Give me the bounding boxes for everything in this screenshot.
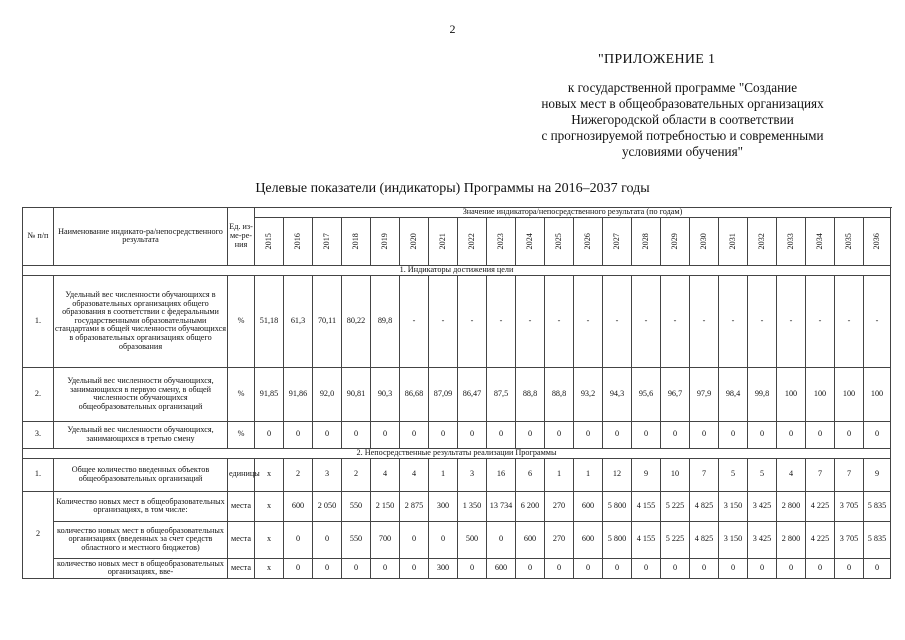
value-cell: - [487,275,516,367]
value-cell: 0 [516,558,545,578]
value-cell: 0 [284,521,313,558]
year-label: 2021 [437,232,447,250]
value-cell: 5 [748,458,777,491]
value-cell: 98,4 [719,367,748,421]
value-cell: 0 [835,558,864,578]
table-title: Целевые показатели (индикаторы) Программы на 2016–2037 годы [255,181,650,196]
table-row [23,558,891,578]
year-header [400,217,429,265]
appendix-line: условиями обучения" [621,144,744,159]
year-label: 2035 [843,232,853,250]
header-values-group: Значение индикатора/непосредственного результата (по годам) [255,208,891,218]
appendix-line: с прогнозируемой потребностью и современными [541,128,824,143]
value-cell: 4 [777,458,806,491]
value-cell: 2 875 [400,491,429,521]
value-cell: 0 [400,558,429,578]
year-header [835,217,864,265]
value-cell: 0 [400,521,429,558]
value-cell: - [632,275,661,367]
value-cell: 0 [661,421,690,448]
year-header [806,217,835,265]
value-cell: 4 825 [690,521,719,558]
value-cell: 0 [255,421,284,448]
unit: единицы [228,458,255,491]
value-cell: 0 [574,558,603,578]
year-header [371,217,400,265]
value-cell: 99,8 [748,367,777,421]
year-label: 2022 [466,232,476,250]
value-cell: 0 [429,421,458,448]
value-cell: 0 [458,558,487,578]
year-header [342,217,371,265]
year-label: 2028 [640,232,650,250]
value-cell: 89,8 [371,275,400,367]
value-cell: 2 150 [371,491,400,521]
value-cell: 0 [487,521,516,558]
value-cell: 0 [690,558,719,578]
value-cell: 6 [516,458,545,491]
value-cell: 5 800 [603,521,632,558]
value-cell: 0 [284,421,313,448]
value-cell: 550 [342,521,371,558]
value-cell: 1 [429,458,458,491]
value-cell: 5 225 [661,521,690,558]
value-cell: 0 [835,421,864,448]
value-cell: - [545,275,574,367]
value-cell: 0 [284,558,313,578]
year-label: 2019 [379,232,389,250]
value-cell: 0 [342,558,371,578]
value-cell: 4 825 [690,491,719,521]
value-cell: 0 [632,421,661,448]
unit: % [228,275,255,367]
value-cell: 0 [313,521,342,558]
value-cell: 4 [400,458,429,491]
year-header [284,217,313,265]
value-cell: 600 [516,521,545,558]
year-label: 2026 [582,232,592,250]
value-cell: 90,81 [342,367,371,421]
value-cell: 600 [574,491,603,521]
value-cell: 88,8 [516,367,545,421]
value-cell: 88,8 [545,367,574,421]
value-cell: 7 [806,458,835,491]
unit: места [228,521,255,558]
year-label: 2032 [756,232,766,250]
value-cell: 3 150 [719,491,748,521]
value-cell: 0 [719,421,748,448]
value-cell: 300 [429,558,458,578]
year-label: 2017 [321,232,331,250]
year-header [777,217,806,265]
value-cell: 3 [313,458,342,491]
value-cell: х [255,558,284,578]
value-cell: 80,22 [342,275,371,367]
value-cell: 91,86 [284,367,313,421]
year-label: 2018 [350,232,360,250]
section-header: 1. Индикаторы достижения цели [23,265,891,275]
value-cell: 0 [342,421,371,448]
value-cell: 2 050 [313,491,342,521]
value-cell: - [458,275,487,367]
value-cell: - [603,275,632,367]
row-number: 2 [23,491,54,578]
value-cell: 500 [458,521,487,558]
value-cell: 93,2 [574,367,603,421]
value-cell: 16 [487,458,516,491]
year-header [864,217,891,265]
value-cell: 10 [661,458,690,491]
table-row [23,491,891,521]
value-cell: - [429,275,458,367]
year-header [661,217,690,265]
year-header [748,217,777,265]
row-number: 1. [23,458,54,491]
table-row [23,421,891,448]
table-body [23,265,891,578]
table-row [23,521,891,558]
indicator-name: Удельный вес численности обучающихся, занимающихся в первую смену, в общей численности обучающихся общеобразовательных организаций [54,367,228,421]
value-cell: 3 [458,458,487,491]
value-cell: 3 425 [748,521,777,558]
section-header: 2. Непосредственные результаты реализации Программы [23,448,891,458]
value-cell: 5 800 [603,491,632,521]
value-cell: 0 [545,421,574,448]
value-cell: 700 [371,521,400,558]
value-cell: 0 [864,421,891,448]
value-cell: 2 800 [777,491,806,521]
value-cell: - [661,275,690,367]
value-cell: - [690,275,719,367]
value-cell: 600 [284,491,313,521]
value-cell: 6 200 [516,491,545,521]
indicators-table [22,207,891,579]
value-cell: - [835,275,864,367]
appendix-text [490,80,875,160]
indicator-name: Общее количество введенных объектов общеобразовательных организаций [54,458,228,491]
value-cell: 270 [545,491,574,521]
header-unit: Ед. из-ме-ре-ния [228,208,255,266]
table-row [23,275,891,367]
value-cell: 0 [429,521,458,558]
year-label: 2034 [814,232,824,250]
value-cell: 2 [342,458,371,491]
value-cell: 7 [690,458,719,491]
value-cell: 7 [835,458,864,491]
value-cell: 100 [835,367,864,421]
value-cell: 97,9 [690,367,719,421]
value-cell: 12 [603,458,632,491]
year-label: 2031 [727,232,737,250]
value-cell: 0 [748,558,777,578]
value-cell: 0 [574,421,603,448]
value-cell: 0 [632,558,661,578]
year-label: 2030 [698,232,708,250]
value-cell: х [255,521,284,558]
value-cell: 0 [777,421,806,448]
appendix-line: новых мест в общеобразовательных организациях [541,96,824,111]
row-number: 3. [23,421,54,448]
value-cell: 0 [719,558,748,578]
year-label: 2025 [553,232,563,250]
year-header [690,217,719,265]
value-cell: - [719,275,748,367]
value-cell: 2 [284,458,313,491]
value-cell: 3 150 [719,521,748,558]
value-cell: 91,85 [255,367,284,421]
value-cell: 1 350 [458,491,487,521]
table-row [23,458,891,491]
value-cell: 0 [864,558,891,578]
year-header [545,217,574,265]
value-cell: 0 [487,421,516,448]
year-header [429,217,458,265]
unit: места [228,558,255,578]
value-cell: 3 705 [835,491,864,521]
value-cell: 87,09 [429,367,458,421]
value-cell: 600 [487,558,516,578]
value-cell: - [806,275,835,367]
value-cell: 0 [806,421,835,448]
value-cell: 87,5 [487,367,516,421]
indicator-name: Удельный вес численности обучающихся в образовательных организациях общего образования в соответствии с федеральными государственными образовательными стандартами в общей численности обучающихся в образовательных организациях общего образования [54,275,228,367]
value-cell: - [777,275,806,367]
value-cell: 86,68 [400,367,429,421]
year-header [516,217,545,265]
header-num: № п/п [23,208,54,266]
value-cell: 0 [777,558,806,578]
value-cell: 4 225 [806,521,835,558]
header-name: Наименование индикато-ра/непосредственного результата [54,208,228,266]
value-cell: 100 [777,367,806,421]
value-cell: 9 [864,458,891,491]
value-cell: - [516,275,545,367]
value-cell: 0 [661,558,690,578]
value-cell: 4 225 [806,491,835,521]
indicator-name: количество новых мест в общеобразовательных организациях (введенных за счет средств областного и местного бюджетов) [54,521,228,558]
indicator-name: Удельный вес численности обучающихся, занимающихся в третью смену [54,421,228,448]
value-cell: 1 [545,458,574,491]
appendix-title: "ПРИЛОЖЕНИЕ 1 [598,52,716,67]
value-cell: 9 [632,458,661,491]
value-cell: 51,18 [255,275,284,367]
year-label: 2015 [263,232,273,250]
indicator-name: количество новых мест в общеобразовательных организациях, вве- [54,558,228,578]
value-cell: 0 [371,421,400,448]
value-cell: 92,0 [313,367,342,421]
year-header [719,217,748,265]
value-cell: 0 [313,421,342,448]
value-cell: 0 [545,558,574,578]
value-cell: 1 [574,458,603,491]
row-number: 1. [23,275,54,367]
unit: % [228,421,255,448]
page-number: 2 [449,22,456,36]
row-number: 2. [23,367,54,421]
value-cell: 95,6 [632,367,661,421]
appendix-line: к государственной программе "Создание [567,80,798,95]
value-cell: 100 [806,367,835,421]
value-cell: 13 734 [487,491,516,521]
value-cell: - [400,275,429,367]
value-cell: х [255,491,284,521]
appendix-line: Нижегородской области в соответствии [571,112,794,127]
value-cell: 0 [603,421,632,448]
value-cell: 550 [342,491,371,521]
year-label: 2020 [408,232,418,250]
value-cell: - [574,275,603,367]
value-cell: - [748,275,777,367]
year-header [632,217,661,265]
value-cell: 86,47 [458,367,487,421]
value-cell: 3 705 [835,521,864,558]
year-header [603,217,632,265]
value-cell: 0 [313,558,342,578]
value-cell: 70,11 [313,275,342,367]
value-cell: 90,3 [371,367,400,421]
unit: % [228,367,255,421]
value-cell: 0 [516,421,545,448]
value-cell: 300 [429,491,458,521]
value-cell: 96,7 [661,367,690,421]
value-cell: 4 155 [632,521,661,558]
indicator-name: Количество новых мест в общеобразовательных организациях, в том числе: [54,491,228,521]
year-label: 2033 [785,232,795,250]
value-cell: 3 425 [748,491,777,521]
value-cell: 5 225 [661,491,690,521]
value-cell: 61,3 [284,275,313,367]
value-cell: 0 [458,421,487,448]
year-label: 2036 [871,232,881,250]
value-cell: - [864,275,891,367]
value-cell: 0 [690,421,719,448]
value-cell: 0 [371,558,400,578]
year-header [458,217,487,265]
year-label: 2029 [669,232,679,250]
value-cell: х [255,458,284,491]
value-cell: 4 155 [632,491,661,521]
value-cell: 270 [545,521,574,558]
value-cell: 5 835 [864,491,891,521]
value-cell: 5 [719,458,748,491]
year-label: 2016 [292,232,302,250]
value-cell: 100 [864,367,891,421]
value-cell: 0 [748,421,777,448]
value-cell: 0 [806,558,835,578]
year-header [487,217,516,265]
value-cell: 600 [574,521,603,558]
value-cell: 4 [371,458,400,491]
year-label: 2024 [524,232,534,250]
year-label: 2023 [495,232,505,250]
unit: места [228,491,255,521]
value-cell: 0 [603,558,632,578]
year-label: 2027 [611,232,621,250]
value-cell: 0 [400,421,429,448]
value-cell: 94,3 [603,367,632,421]
year-header [574,217,603,265]
table-row [23,367,891,421]
value-cell: 5 835 [864,521,891,558]
year-header [313,217,342,265]
year-header [255,217,284,265]
value-cell: 2 800 [777,521,806,558]
